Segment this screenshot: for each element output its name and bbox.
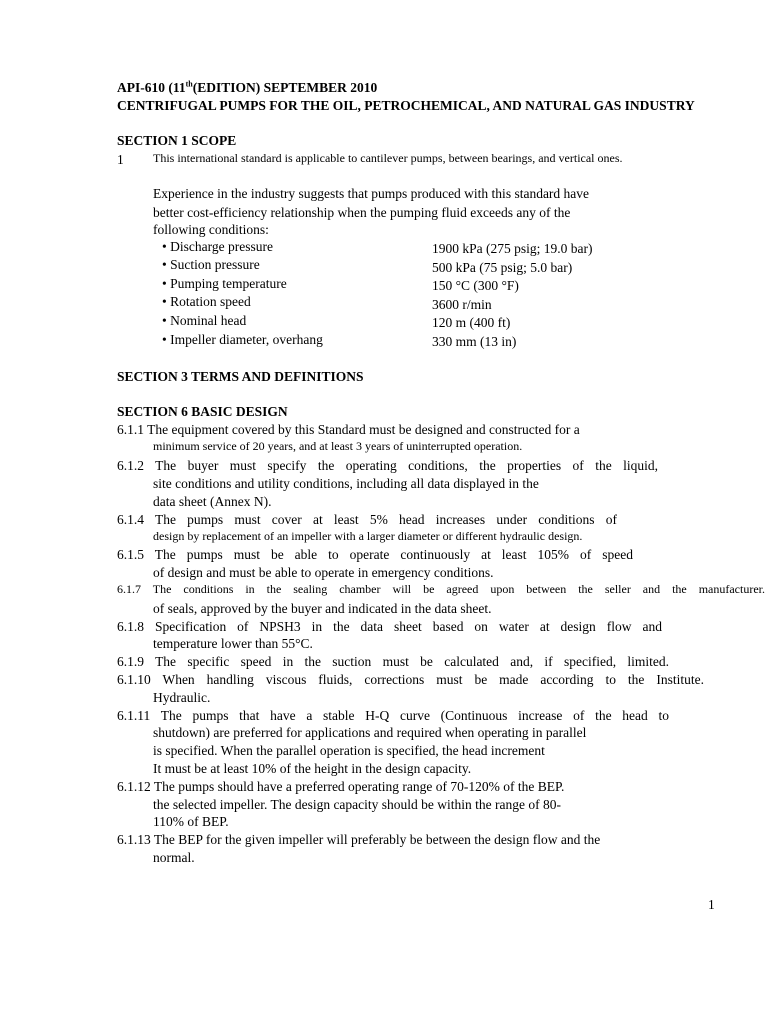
condition-label: • Nominal head — [162, 313, 247, 328]
doc-title-line2: CENTRIFUGAL PUMPS FOR THE OIL, PETROCHEMICAL, AND NATURAL GAS INDUSTRY — [117, 98, 695, 113]
clause-first-line: 6.1.8 Specification of NPSH3 in the data sheet based on water at design flow and — [117, 619, 662, 634]
clause-first-line: 6.1.13 The BEP for the given impeller will preferably be between the design flow and the — [117, 832, 601, 847]
clause-first-line: 6.1.12 The pumps should have a preferred operating range of 70-120% of the BEP. — [117, 779, 565, 794]
clause-first-line: 6.1.5 The pumps must be able to operate continuously at least 105% of speed — [117, 547, 633, 562]
clause-first-line: 6.1.4 The pumps must cover at least 5% head increases under conditions of — [117, 512, 617, 527]
clause-continuation: is specified. When the parallel operation is specified, the head increment — [153, 743, 545, 758]
section1-text: This international standard is applicable to cantilever pumps, between bearings, and vertical ones. — [153, 151, 623, 165]
clause-continuation: It must be at least 10% of the height in the design capacity. — [153, 761, 472, 776]
condition-value: 500 kPa (75 psig; 5.0 bar) — [432, 260, 573, 275]
condition-value: 120 m (400 ft) — [432, 315, 511, 330]
clause-first-line: 6.1.2 The buyer must specify the operating conditions, the properties of the liquid, — [117, 458, 658, 473]
condition-label: • Rotation speed — [162, 294, 251, 309]
condition-label: • Suction pressure — [162, 257, 260, 272]
intro-line-3: following conditions: — [153, 222, 269, 237]
condition-value: 150 °C (300 °F) — [432, 278, 519, 293]
clause-continuation: design by replacement of an impeller with a larger diameter or different hydraulic design. — [153, 529, 583, 543]
section3-heading: SECTION 3 TERMS AND DEFINITIONS — [117, 369, 364, 384]
page-number: 1 — [708, 897, 715, 912]
clause-continuation: minimum service of 20 years, and at least 3 years of uninterrupted operation. — [153, 439, 523, 453]
clause-first-line: 6.1.7 The conditions in the sealing chamber will be agreed upon between the seller and the manufacturer. — [117, 582, 765, 596]
doc-title-line1: API-610 (11th(EDITION) SEPTEMBER 2010 — [117, 79, 378, 95]
clause-continuation: data sheet (Annex N). — [153, 494, 272, 509]
section6-heading: SECTION 6 BASIC DESIGN — [117, 404, 288, 419]
clause-continuation: the selected impeller. The design capacity should be within the range of 80- — [153, 797, 561, 812]
clause-continuation: of seals, approved by the buyer and indicated in the data sheet. — [153, 601, 492, 616]
condition-value: 1900 kPa (275 psig; 19.0 bar) — [432, 241, 593, 256]
intro-line-1: Experience in the industry suggests that pumps produced with this standard have — [153, 186, 590, 201]
section1-number: 1 — [117, 152, 124, 167]
condition-label: • Impeller diameter, overhang — [162, 332, 323, 347]
intro-line-2: better cost-efficiency relationship when the pumping fluid exceeds any of the — [153, 205, 571, 220]
clause-continuation: shutdown) are preferred for applications and required when operating in parallel — [153, 725, 587, 740]
clause-continuation: Hydraulic. — [153, 690, 211, 705]
clause-continuation: temperature lower than 55°C. — [153, 636, 313, 651]
clause-first-line: 6.1.1 The equipment covered by this Standard must be designed and constructed for a — [117, 422, 580, 437]
condition-label: • Pumping temperature — [162, 276, 287, 291]
clause-continuation: normal. — [153, 850, 195, 865]
clause-continuation: 110% of BEP. — [153, 814, 229, 829]
clause-continuation: site conditions and utility conditions, including all data displayed in the — [153, 476, 539, 491]
condition-value: 330 mm (13 in) — [432, 334, 517, 349]
condition-value: 3600 r/min — [432, 297, 492, 312]
clause-first-line: 6.1.11 The pumps that have a stable H-Q curve (Continuous increase of the head to — [117, 708, 669, 723]
clause-continuation: of design and must be able to operate in emergency conditions. — [153, 565, 494, 580]
clause-first-line: 6.1.9 The specific speed in the suction must be calculated and, if specified, limited. — [117, 654, 669, 669]
section1-heading: SECTION 1 SCOPE — [117, 133, 237, 148]
condition-label: • Discharge pressure — [162, 239, 273, 254]
clause-first-line: 6.1.10 When handling viscous fluids, corrections must be made according to the Institute. — [117, 672, 704, 687]
